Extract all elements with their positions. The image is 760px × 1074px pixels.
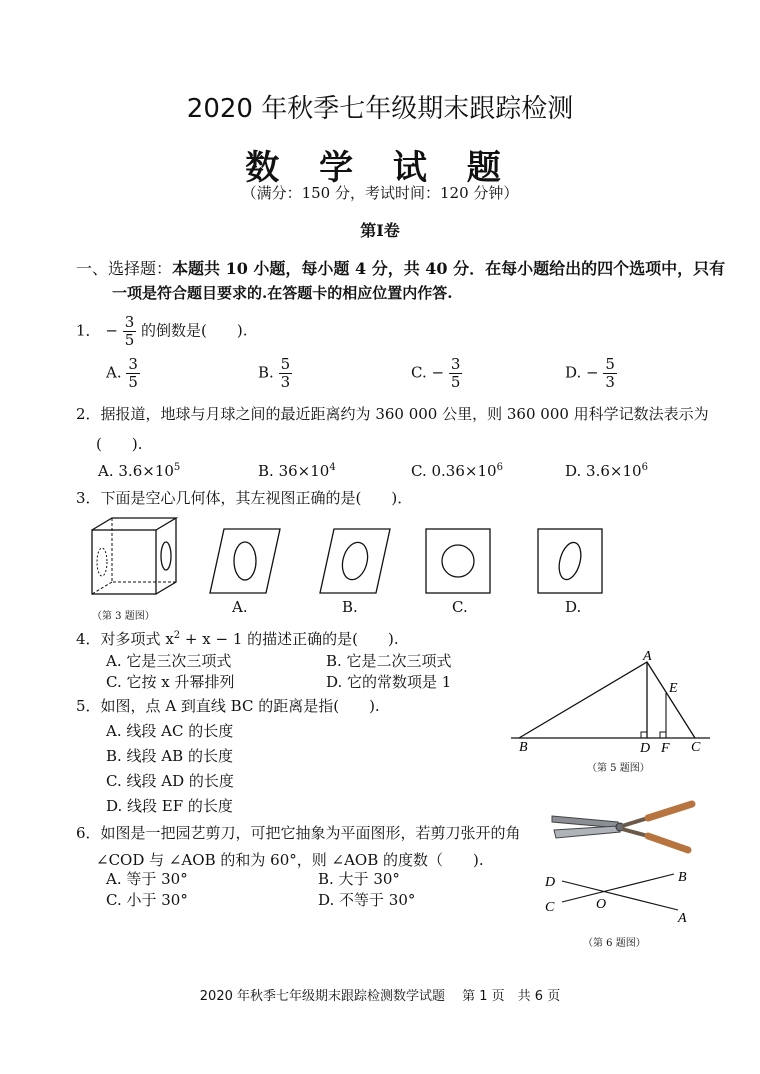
q3-option-b-label: B.	[342, 598, 358, 616]
fraction-denominator: 5	[450, 373, 461, 391]
option-label: A.	[98, 462, 114, 480]
q3-figure-c	[424, 527, 494, 597]
point-label-o: O	[596, 897, 607, 912]
section-intro	[76, 256, 725, 279]
option-label: A.	[106, 363, 122, 382]
q6-option-d: D. 不等于 30°	[318, 891, 416, 909]
cube-front-face	[92, 530, 156, 594]
q6-option-c: C. 小于 30°	[106, 891, 188, 909]
q2-option-d	[565, 462, 648, 480]
q4-option-d: D. 它的常数项是 1	[326, 673, 452, 691]
fraction-denominator: 5	[128, 373, 138, 391]
q5-option-b: B. 线段 AB 的长度	[106, 747, 233, 765]
question-number: 1．	[76, 321, 101, 340]
question-5-stem	[76, 695, 380, 716]
point-label-e: E	[669, 681, 678, 696]
fraction-numerator: 3	[128, 355, 138, 373]
q5-option-d: D. 线段 EF 的长度	[106, 797, 233, 815]
fraction	[603, 356, 617, 391]
q4-option-c: C. 它按 x 升幂排列	[106, 673, 235, 691]
question-text: 对多项式 x	[100, 630, 174, 648]
line-cb	[562, 874, 674, 902]
fraction	[279, 356, 293, 391]
option-label: D.	[565, 462, 582, 480]
question-number: 2．	[76, 405, 101, 423]
parallelogram-shape	[320, 529, 390, 593]
question-4-stem	[76, 628, 399, 649]
section-intro-line2: 一项是符合题目要求的.在答题卡的相应位置内作答.	[112, 284, 453, 302]
section-label: 一、选择题：	[76, 259, 173, 278]
question-text: 如图，点 A 到直线 BC 的距离是指( ).	[100, 697, 380, 715]
point-label-b: B	[678, 870, 687, 885]
fraction-denominator: 3	[605, 373, 615, 391]
question-text-cont: + x − 1 的描述正确的是( ).	[180, 630, 399, 648]
fraction-numerator: 5	[280, 355, 291, 373]
square-shape	[538, 529, 602, 593]
shear-handle-lower	[648, 836, 688, 850]
q5-triangle-figure	[505, 648, 720, 756]
ellipse-shape	[234, 542, 256, 580]
q6-option-a: A. 等于 30°	[106, 870, 188, 888]
right-angle-mark-f	[660, 732, 666, 738]
fraction	[126, 356, 140, 391]
volume-label: 第Ⅰ卷	[360, 221, 400, 240]
q3-cube-figure	[80, 512, 190, 612]
fraction-numerator: 5	[605, 355, 615, 373]
point-label-d: D	[545, 875, 556, 890]
shear-neck-lower	[622, 829, 648, 836]
question-number: 4．	[76, 630, 101, 648]
question-text: 的倒数是( ).	[141, 321, 248, 340]
circle-shape	[442, 545, 474, 577]
point-label-c: C	[691, 740, 701, 755]
option-value: 0.36×10	[431, 462, 497, 480]
cube-hidden-edges	[112, 518, 176, 582]
point-label-a: A	[643, 649, 652, 664]
option-label: D.	[565, 363, 582, 382]
option-value: 3.6×10	[586, 462, 642, 480]
cube-hole-visible	[161, 542, 171, 570]
option-label: C.	[411, 363, 427, 382]
point-label-f: F	[661, 741, 670, 756]
negative-sign: −	[586, 363, 599, 382]
q2-option-c	[411, 462, 503, 480]
question-6-stem	[76, 822, 521, 843]
question-number: 6．	[76, 824, 101, 842]
point-label-c: C	[545, 900, 555, 915]
q3-figure-d	[536, 527, 606, 597]
option-label: C.	[411, 462, 427, 480]
exponent: 6	[641, 462, 648, 473]
q1-option-c	[411, 356, 462, 391]
cube-hole-hidden	[97, 548, 107, 576]
q6-option-b: B. 大于 30°	[318, 870, 400, 888]
exam-note: （满分：150 分，考试时间：120 分钟）	[241, 184, 519, 202]
option-value: 36×10	[278, 462, 330, 480]
cube-top-edges	[92, 518, 176, 530]
parallelogram-shape	[210, 529, 280, 593]
q2-option-a	[98, 462, 180, 480]
q1-option-a	[106, 356, 140, 391]
q3-caption: （第 3 题图）	[92, 611, 155, 622]
point-label-d: D	[640, 741, 651, 756]
shear-blade-lower	[554, 826, 620, 838]
line-da	[562, 881, 678, 910]
fraction	[123, 314, 137, 349]
fraction-numerator: 3	[124, 313, 135, 331]
question-text: 据报道，地球与月球之间的最近距离约为 360 000 公里，则 360 000 用科学记数法表示为	[100, 405, 709, 423]
question-number: 3．	[76, 489, 101, 507]
exam-title: 2020 年秋季七年级期末跟踪检测	[186, 94, 574, 124]
question-6-stem-cont: ∠COD 与 ∠AOB 的和为 60°，则 ∠AOB 的度数（ ).	[96, 851, 484, 869]
fraction	[449, 356, 463, 391]
q3-figure-b	[316, 527, 394, 597]
q4-option-a: A. 它是三次三项式	[106, 652, 232, 670]
cube-hidden-edge	[92, 582, 112, 594]
q4-option-b: B. 它是二次三项式	[326, 652, 452, 670]
q5-caption: （第 5 题图）	[587, 763, 650, 774]
q5-option-c: C. 线段 AD 的长度	[106, 772, 234, 790]
point-label-a: A	[678, 911, 687, 926]
exponent: 2	[173, 630, 181, 641]
question-1-stem	[76, 314, 248, 349]
q1-option-d	[565, 356, 617, 391]
q3-option-a-label: A.	[232, 598, 248, 616]
question-number: 5．	[76, 697, 101, 715]
point-label-b: B	[519, 740, 528, 755]
exponent: 4	[329, 462, 336, 473]
negative-sign: −	[105, 321, 118, 340]
cube-right-edges	[156, 518, 176, 594]
negative-sign: −	[431, 363, 445, 382]
q3-figure-a	[206, 527, 284, 597]
q3-option-d-label: D.	[565, 598, 582, 616]
subject-title: 数 学 试 题	[245, 148, 515, 188]
exponent: 5	[173, 462, 181, 473]
shear-handle-upper	[648, 804, 692, 818]
question-2-stem-cont: ( ).	[96, 435, 143, 453]
right-angle-mark-d	[641, 732, 647, 738]
q5-option-a: A. 线段 AC 的长度	[106, 722, 234, 740]
fraction-numerator: 3	[450, 355, 461, 373]
question-3-stem	[76, 487, 412, 508]
question-2-stem	[76, 403, 709, 424]
garden-shears-illustration	[548, 796, 698, 858]
fraction-denominator: 5	[124, 331, 135, 349]
exponent: 6	[496, 462, 503, 473]
option-value: 3.6×10	[118, 462, 174, 480]
q1-option-b	[258, 356, 292, 391]
q3-option-c-label: C.	[452, 598, 468, 616]
section-intro-line1: 本题共 10 小题，每小题 4 分，共 40 分．在每小题给出的四个选项中，只有	[172, 259, 726, 278]
ellipse-shape	[555, 540, 584, 582]
square-shape	[426, 529, 490, 593]
fraction-denominator: 3	[280, 373, 291, 391]
triangle-abc	[519, 662, 695, 738]
shear-neck-upper	[622, 818, 648, 826]
ellipse-shape	[338, 540, 371, 583]
q6-angle-figure	[538, 862, 698, 930]
q2-option-b	[258, 462, 336, 480]
q6-caption: （第 6 题图）	[583, 938, 646, 949]
option-label: B.	[258, 462, 274, 480]
question-text: 下面是空心几何体，其左视图正确的是( )．	[100, 489, 413, 507]
question-text: 如图是一把园艺剪刀，可把它抽象为平面图形，若剪刀张开的角	[100, 824, 521, 842]
page-footer: 2020 年秋季七年级期末跟踪检测数学试题 第 1 页 共 6 页	[199, 989, 561, 1004]
option-label: B.	[258, 363, 274, 382]
